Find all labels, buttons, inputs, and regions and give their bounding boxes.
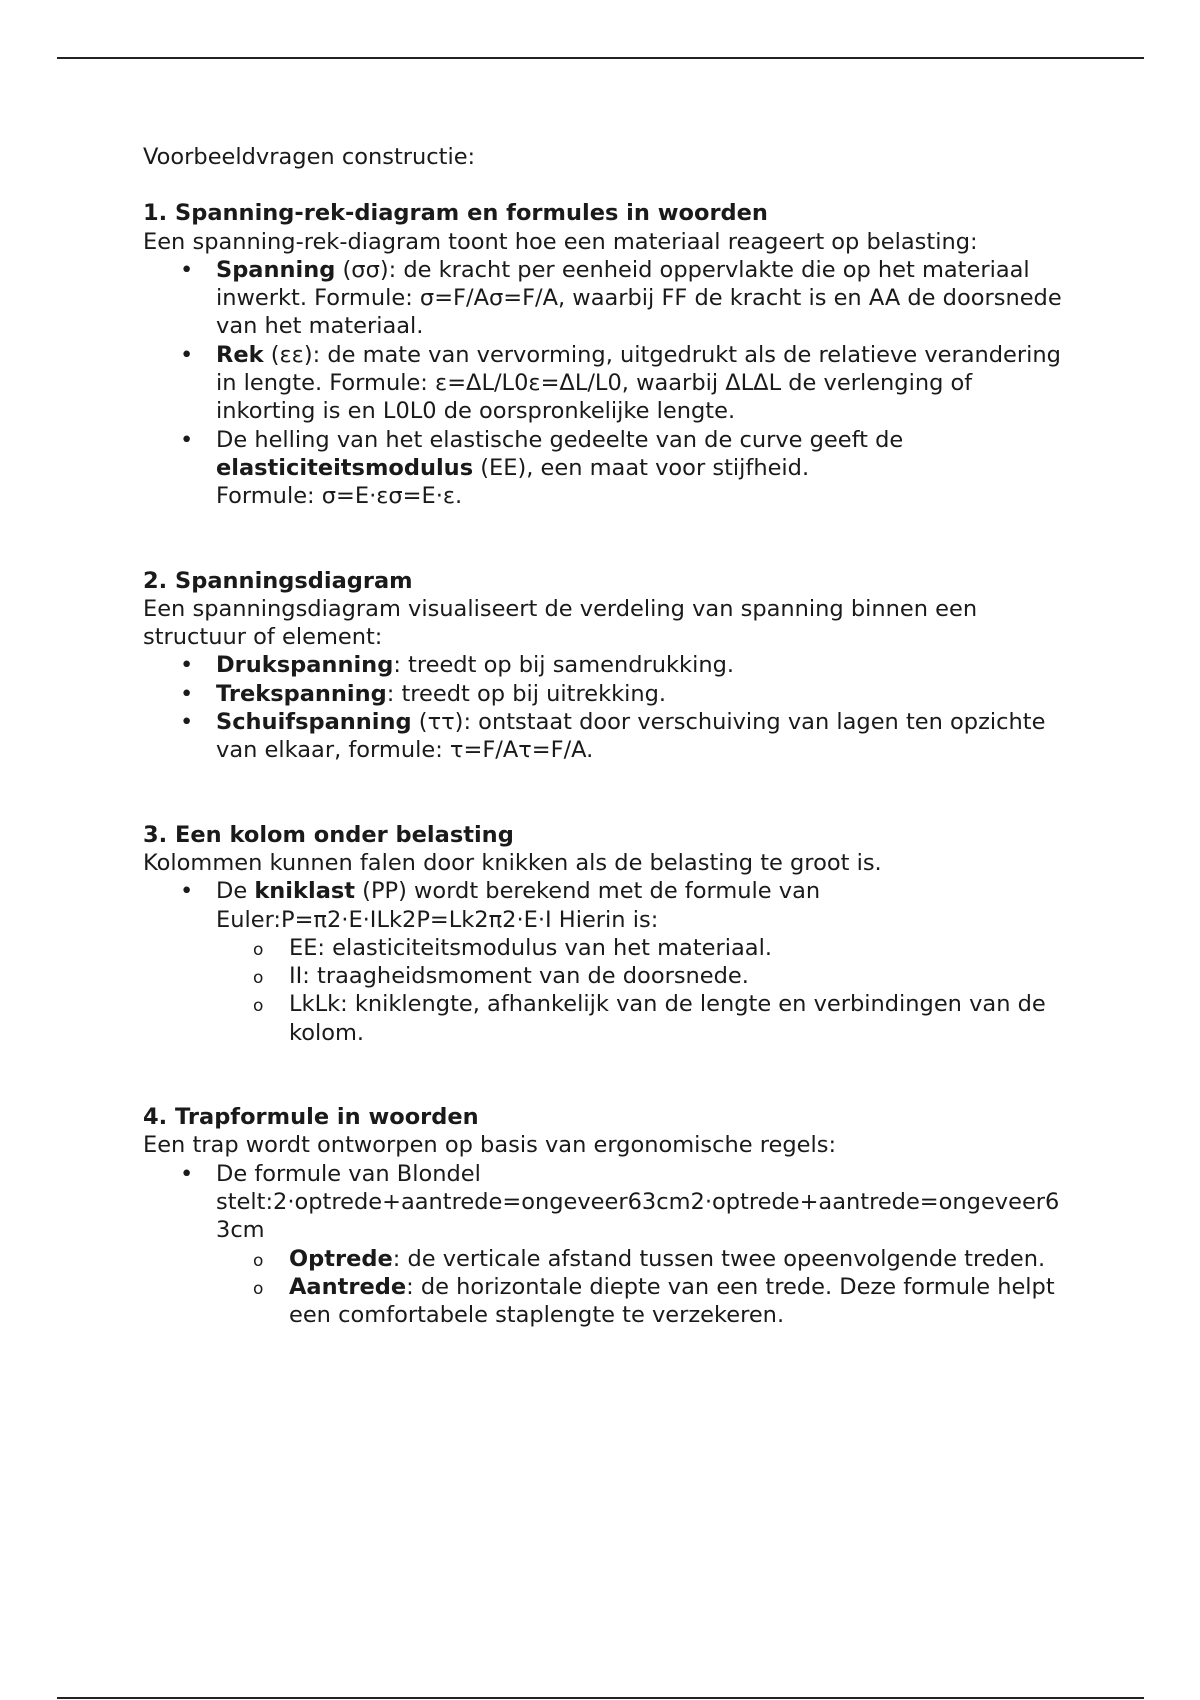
- item-text: (εε): de mate van vervorming, uitgedrukt als de relatieve verandering in lengte. Formule: ε=ΔL/L0ε=ΔL/L0, waarbij ΔLΔL de verlenging of inkorting is en L0L0 de oorspronkelijke lengte.: [216, 341, 1061, 425]
- section-1-list: [143, 256, 1063, 511]
- bullet-icon: •: [180, 1160, 194, 1187]
- list-item: [180, 256, 1063, 341]
- list-item: [253, 990, 1063, 1047]
- item-text: (σσ): de kracht per eenheid oppervlakte die op het materiaal inwerkt. Formule: σ=F/Aσ=F/A, waarbij FF de kracht is en AA de doorsnede van het materiaal.: [216, 256, 1062, 340]
- list-item: [253, 962, 1063, 990]
- term-spanning: Spanning: [216, 256, 336, 283]
- term-kniklast: kniklast: [254, 878, 356, 905]
- item-text: : de verticale afstand tussen twee opeenvolgende treden.: [392, 1245, 1046, 1272]
- document-intro: Voorbeeldvragen constructie:: [143, 144, 476, 170]
- item-formula: Formule: σ=E⋅εσ=E⋅ε.: [216, 483, 463, 510]
- item-text: De formule van Blondel: [216, 1160, 481, 1187]
- section-2-list: [143, 651, 1063, 764]
- section-3-sublist: [216, 934, 1063, 1047]
- bullet-icon: •: [180, 256, 194, 283]
- list-item: [253, 934, 1063, 962]
- list-item: [180, 426, 1063, 511]
- item-text: (ττ): ontstaat door verschuiving van lagen ten opzichte van elkaar, formule: τ=F/Aτ=F/A.: [216, 709, 1046, 764]
- section-2-lead: Een spanningsdiagram visualiseert de verdeling van spanning binnen een structuur of element:: [143, 595, 978, 651]
- document-body: [143, 143, 1063, 1329]
- section-4-list: [143, 1160, 1063, 1330]
- section-4: [143, 1103, 1063, 1329]
- term-optrede: Optrede: [289, 1245, 393, 1272]
- item-text: (PP) wordt berekend met de formule van Euler:P=π2⋅E⋅ILk2P=Lk2π2⋅E⋅I Hierin is:: [216, 878, 821, 933]
- bullet-icon: •: [180, 426, 194, 453]
- item-formula: stelt:2⋅optrede+aantrede=ongeveer63cm2⋅optrede+aantrede=ongeveer63cm: [216, 1188, 1060, 1244]
- section-4-lead: Een trap wordt ontworpen op basis van ergonomische regels:: [143, 1132, 837, 1159]
- section-1: [143, 199, 1063, 510]
- section-1-title: 1. Spanning-rek-diagram en formules in woorden: [143, 200, 768, 227]
- section-4-title: 4. Trapformule in woorden: [143, 1104, 479, 1131]
- list-item: [180, 680, 1063, 708]
- section-3-title: 3. Een kolom onder belasting: [143, 821, 514, 848]
- term-elasticiteitsmodulus: elasticiteitsmodulus: [216, 454, 474, 481]
- list-item: [180, 708, 1063, 765]
- item-text: : de horizontale diepte van een trede. Deze formule helpt een comfortabele staplengte te verzekeren.: [289, 1273, 1055, 1329]
- bullet-icon: •: [180, 709, 194, 736]
- section-3-lead: Kolommen kunnen falen door knikken als de belasting te groot is.: [143, 849, 882, 876]
- item-text: : treedt op bij uitrekking.: [386, 680, 667, 707]
- item-text: (EE), een maat voor stijfheid.: [473, 454, 810, 481]
- list-item: [253, 1273, 1063, 1330]
- section-3: [143, 821, 1063, 1047]
- header-rule: [57, 57, 1144, 59]
- term-aantrede: Aantrede: [289, 1273, 407, 1300]
- bullet-icon: •: [180, 878, 194, 905]
- list-item: [180, 877, 1063, 1047]
- section-1-lead: Een spanning-rek-diagram toont hoe een materiaal reageert op belasting:: [143, 228, 978, 255]
- term-trekspanning: Trekspanning: [216, 680, 387, 707]
- bullet-icon: •: [180, 341, 194, 368]
- circle-bullet-icon: o: [253, 939, 264, 960]
- list-item: [180, 341, 1063, 426]
- list-item: [180, 1160, 1063, 1330]
- item-text: LkLk: kniklengte, afhankelijk van de lengte en verbindingen van de kolom.: [289, 991, 1046, 1046]
- item-text: : treedt op bij samendrukking.: [393, 652, 735, 679]
- circle-bullet-icon: o: [253, 1250, 264, 1271]
- bullet-icon: •: [180, 652, 194, 679]
- section-2-title: 2. Spanningsdiagram: [143, 567, 413, 594]
- list-item: [253, 1245, 1063, 1273]
- item-text: De helling van het elastische gedeelte van de curve geeft de: [216, 426, 904, 453]
- item-text: De: [216, 878, 255, 905]
- circle-bullet-icon: o: [253, 996, 264, 1017]
- footer-rule: [57, 1697, 1144, 1699]
- circle-bullet-icon: o: [253, 1278, 264, 1299]
- item-text: II: traagheidsmoment van de doorsnede.: [289, 963, 749, 990]
- term-rek: Rek: [216, 341, 264, 368]
- circle-bullet-icon: o: [253, 968, 264, 989]
- list-item: [180, 651, 1063, 679]
- item-text: EE: elasticiteitsmodulus van het materiaal.: [289, 934, 772, 961]
- term-schuifspanning: Schuifspanning: [216, 709, 412, 736]
- section-2: [143, 567, 1063, 765]
- bullet-icon: •: [180, 680, 194, 707]
- term-drukspanning: Drukspanning: [216, 652, 394, 679]
- section-3-list: [143, 877, 1063, 1047]
- section-4-sublist: [216, 1245, 1063, 1330]
